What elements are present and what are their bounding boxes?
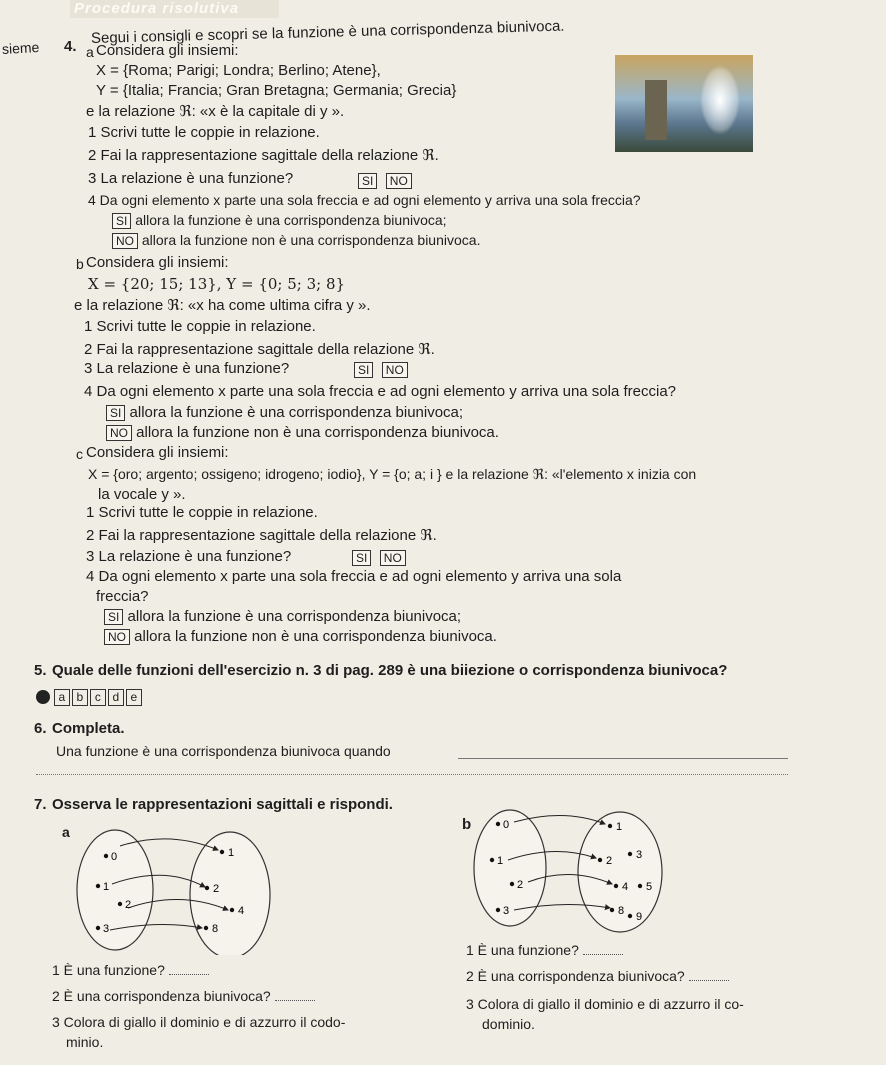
- ex4c-no-line: [104, 628, 497, 645]
- ex4a-set-y: Y = {Italia; Francia; Gran Bretagna; Germania; Grecia}: [96, 82, 457, 99]
- ex4c-title: Considera gli insiemi:: [86, 444, 229, 461]
- ex4a-step3: 3 La relazione è una funzione?: [88, 170, 294, 187]
- ex4c-si-text: allora la funzione è una corrispondenza biunivoca;: [127, 608, 462, 625]
- option-c[interactable]: c: [90, 689, 106, 706]
- ex4b-step2: 2 Fai la rappresentazione sagittale della relazione ℜ.: [84, 341, 435, 358]
- option-a[interactable]: a: [54, 689, 70, 706]
- point: [230, 908, 234, 912]
- ex4-number: 4.: [64, 38, 77, 55]
- ex4b-step4: 4 Da ogni elemento x parte una sola freccia e ad ogni elemento y arriva una sola freccia?: [84, 383, 677, 400]
- domain-set: [77, 830, 153, 950]
- ex7b-q2: [466, 968, 729, 984]
- ex6-number: 6.: [34, 720, 47, 737]
- codomain-label: 2: [213, 883, 220, 895]
- ex4b-si-text: allora la funzione è una corrispondenza biunivoca;: [129, 404, 464, 421]
- ex5-number: 5.: [34, 662, 47, 679]
- photo-spray: [700, 65, 740, 135]
- no-checkbox[interactable]: NO: [386, 173, 412, 189]
- ex4a-no-line: [112, 232, 480, 249]
- ex4c-step4: 4 Da ogni elemento x parte una sola freccia e ad ogni elemento y arriva una sola: [86, 568, 622, 585]
- si-checkbox[interactable]: SI: [104, 609, 123, 625]
- no-checkbox[interactable]: NO: [104, 629, 130, 645]
- ex7b-q3-cont: dominio.: [482, 1016, 535, 1032]
- bullet-icon: [36, 690, 50, 704]
- ex7a-q1-text: 1 È una funzione?: [52, 962, 165, 978]
- ex4a-step1: 1 Scrivi tutte le coppie in relazione.: [88, 124, 320, 141]
- codomain-label: 5: [646, 881, 653, 893]
- point: [96, 926, 100, 930]
- answer-blank[interactable]: [169, 974, 209, 975]
- point: [628, 852, 632, 856]
- ex7b-q1-text: 1 È una funzione?: [466, 942, 579, 958]
- ex7b-q3: 3 Colora di giallo il dominio e di azzurro il co-: [466, 996, 744, 1012]
- ex4a-title: Considera gli insiemi:: [96, 42, 239, 59]
- point: [104, 854, 108, 858]
- point: [614, 884, 618, 888]
- ex7a-letter: a: [62, 824, 70, 840]
- answer-line[interactable]: [458, 758, 788, 759]
- point: [510, 882, 514, 886]
- ex4b-step3: 3 La relazione è una funzione?: [84, 360, 290, 377]
- point: [496, 908, 500, 912]
- answer-blank[interactable]: [275, 1000, 315, 1001]
- ex4b-no-line: [106, 424, 499, 441]
- ex4a-si-text: allora la funzione è una corrispondenza biunivoca;: [135, 212, 447, 228]
- point: [628, 914, 632, 918]
- ex7a-q2-text: 2 È una corrispondenza biunivoca?: [52, 988, 271, 1004]
- ex4b-step1: 1 Scrivi tutte le coppie in relazione.: [84, 318, 316, 335]
- ex4a-step2: 2 Fai la rappresentazione sagittale della relazione ℜ.: [88, 147, 439, 164]
- side-label: sieme: [1, 39, 40, 57]
- ex5-options: [36, 688, 144, 706]
- option-d[interactable]: d: [108, 689, 124, 706]
- ex4c-step2: 2 Fai la rappresentazione sagittale della relazione ℜ.: [86, 527, 437, 544]
- ex4c-si-line: [104, 608, 461, 625]
- ex4c-step4-cont: freccia?: [96, 588, 149, 605]
- ex4b-sets: X = {20; 15; 13}, Y = {0; 5; 3; 8}: [88, 275, 346, 293]
- ex7a-q1: [52, 962, 209, 978]
- option-b[interactable]: b: [72, 689, 88, 706]
- ex4b-no-text: allora la funzione non è una corrispondenza biunivoca.: [136, 424, 499, 441]
- ex7b-letter: b: [462, 816, 472, 833]
- ex4c-step3: 3 La relazione è una funzione?: [86, 548, 292, 565]
- ex4a-relation: e la relazione ℜ: «x è la capitale di y ».: [86, 103, 345, 120]
- ex4c-answer-boxes: [352, 549, 406, 567]
- no-checkbox[interactable]: NO: [106, 425, 132, 441]
- domain-label: 0: [503, 819, 510, 831]
- ex4b-si-line: [106, 404, 463, 421]
- no-checkbox[interactable]: NO: [382, 362, 408, 378]
- ex4a-answer-boxes: [358, 172, 412, 190]
- domain-set: [474, 810, 546, 926]
- ex7a-q3: 3 Colora di giallo il dominio e di azzurro il codo-: [52, 1014, 346, 1030]
- ex7-title: Osserva le rappresentazioni sagittali e rispondi.: [52, 796, 393, 813]
- ex4c-sets: X = {oro; argento; ossigeno; idrogeno; iodio}, Y = {o; a; i } e la relazione ℜ: «l'elemento x inizia con: [88, 466, 697, 482]
- ex7b-q2-text: 2 È una corrispondenza biunivoca?: [466, 968, 685, 984]
- ex4c-step1: 1 Scrivi tutte le coppie in relazione.: [86, 504, 318, 521]
- domain-label: 1: [103, 881, 110, 893]
- point: [204, 926, 208, 930]
- ex4b-letter: b: [76, 256, 84, 272]
- point: [638, 884, 642, 888]
- sagittal-diagram-b: [470, 806, 680, 936]
- ex4b-relation: e la relazione ℜ: «x ha come ultima cifra y ».: [74, 297, 371, 314]
- ex5-question: Quale delle funzioni dell'esercizio n. 3 di pag. 289 è una biiezione o corrispondenza biunivoca?: [52, 662, 728, 679]
- domain-label: 2: [517, 879, 524, 891]
- si-checkbox[interactable]: SI: [354, 362, 373, 378]
- domain-label: 2: [125, 899, 132, 911]
- photo-tower: [645, 80, 667, 140]
- no-checkbox[interactable]: NO: [380, 550, 406, 566]
- ex4a-step4: 4 Da ogni elemento x parte una sola freccia e ad ogni elemento y arriva una sola freccia?: [88, 192, 641, 208]
- ex6-text: Una funzione è una corrispondenza biunivoca quando: [56, 743, 391, 759]
- ex6-title: Completa.: [52, 720, 125, 737]
- codomain-label: 4: [622, 881, 629, 893]
- ex4a-no-text: allora la funzione non è una corrispondenza biunivoca.: [141, 232, 481, 248]
- ex7-number: 7.: [34, 796, 47, 813]
- point: [96, 884, 100, 888]
- codomain-label: 1: [616, 821, 623, 833]
- fountain-photo: [615, 55, 753, 152]
- section-header: Procedura risolutiva: [70, 0, 279, 18]
- point: [598, 858, 602, 862]
- si-checkbox[interactable]: SI: [106, 405, 125, 421]
- codomain-label: 8: [212, 923, 219, 935]
- point: [608, 824, 612, 828]
- point: [610, 908, 614, 912]
- answer-line[interactable]: [36, 774, 788, 775]
- point: [496, 822, 500, 826]
- ex4b-title: Considera gli insiemi:: [86, 254, 229, 271]
- answer-blank[interactable]: [689, 980, 729, 981]
- ex4c-sets-cont: la vocale y ».: [98, 486, 186, 503]
- codomain-label: 3: [636, 849, 643, 861]
- si-checkbox[interactable]: SI: [112, 213, 131, 229]
- ex7a-q3-cont: minio.: [66, 1034, 104, 1050]
- domain-label: 1: [497, 855, 504, 867]
- domain-label: 0: [111, 851, 118, 863]
- ex4a-si-line: [112, 212, 447, 229]
- codomain-label: 2: [606, 855, 613, 867]
- ex4-intro: Segui i consigli e scopri se la funzione è una corrispondenza biunivoca.: [90, 17, 565, 47]
- ex4a-letter: a: [86, 44, 94, 60]
- ex4c-no-text: allora la funzione non è una corrispondenza biunivoca.: [134, 628, 497, 645]
- ex7b-q1: [466, 942, 623, 958]
- sagittal-diagram-a: [70, 820, 300, 955]
- si-checkbox[interactable]: SI: [358, 173, 377, 189]
- ex4c-letter: c: [76, 446, 83, 462]
- domain-label: 3: [103, 923, 110, 935]
- point: [220, 850, 224, 854]
- no-checkbox[interactable]: NO: [112, 233, 138, 249]
- ex7a-q2: [52, 988, 315, 1004]
- si-checkbox[interactable]: SI: [352, 550, 371, 566]
- codomain-label: 1: [228, 847, 235, 859]
- option-e[interactable]: e: [126, 689, 142, 706]
- codomain-label: 9: [636, 911, 643, 923]
- answer-blank[interactable]: [583, 954, 623, 955]
- codomain-label: 8: [618, 905, 625, 917]
- codomain-label: 4: [238, 905, 245, 917]
- point: [490, 858, 494, 862]
- point: [118, 902, 122, 906]
- ex4b-answer-boxes: [354, 361, 408, 379]
- domain-label: 3: [503, 905, 510, 917]
- ex4a-set-x: X = {Roma; Parigi; Londra; Berlino; Atene},: [96, 62, 381, 79]
- point: [205, 886, 209, 890]
